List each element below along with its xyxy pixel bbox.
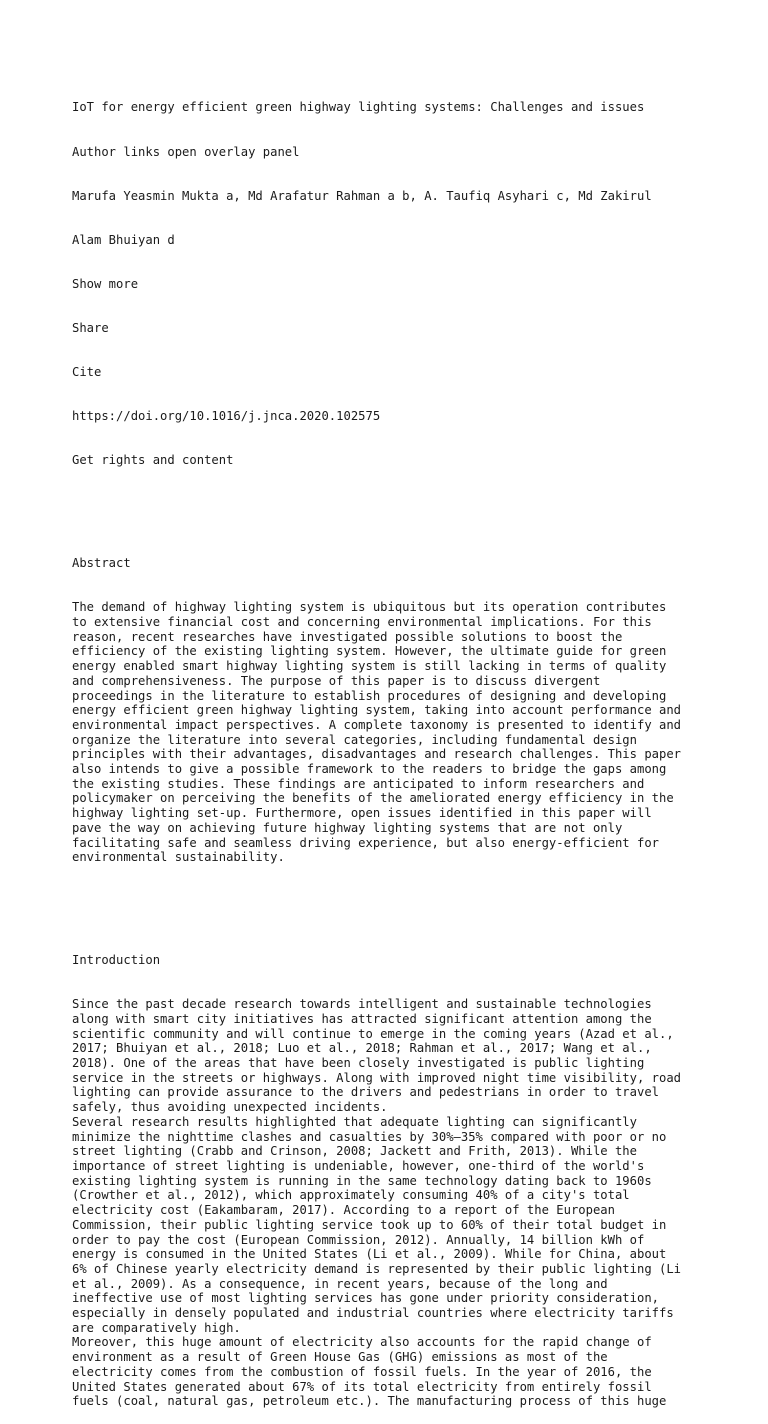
text-line: along with smart city initiatives has attracted significant attention among the xyxy=(72,1011,652,1026)
text-line: ineffective use of most lighting services has gone under priority consideration, xyxy=(72,1291,659,1306)
authors-line[interactable]: Marufa Yeasmin Mukta a, Md Arafatur Rahman a b, A. Taufiq Asyhari c, Md Zakirul xyxy=(72,188,652,203)
text-line: to extensive financial cost and concerning environmental implications. For this xyxy=(72,615,652,629)
show-more-link[interactable]: Show more xyxy=(72,276,139,291)
text-line: fuels (coal, natural gas, petroleum etc.). The manufacturing process of this huge xyxy=(72,1394,667,1409)
article-text xyxy=(72,71,712,1424)
abstract-heading: Abstract xyxy=(72,556,131,571)
text-line: United States generated about 67% of its total electricity from entirely fossil xyxy=(72,1379,652,1394)
text-line: energy is consumed in the United States (Li et al., 2009). While for China, about xyxy=(72,1247,667,1262)
text-line: highway lighting set-up. Furthermore, open issues identified in this paper will xyxy=(72,806,652,821)
text-line: street lighting (Crabb and Crinson, 2008; Jackett and Frith, 2013). While the xyxy=(72,1144,637,1159)
text-line: environment as a result of Green House Gas (GHG) emissions as most of the xyxy=(72,1350,608,1365)
text-line: The demand of highway lighting system is ubiquitous but its operation contributes xyxy=(72,600,667,615)
text-line: Since the past decade research towards intelligent and sustainable technologies xyxy=(72,997,652,1012)
text-line: order to pay the cost (European Commission, 2012). Annually, 14 billion kWh of xyxy=(72,1232,645,1247)
text-line: the existing studies. These findings are anticipated to inform researchers and xyxy=(72,776,645,791)
text-line: policymaker on perceiving the benefits of the ameliorated energy efficiency in the xyxy=(72,791,674,806)
text-line: service in the streets or highways. Along with improved night time visibility, road xyxy=(72,1070,682,1085)
text-line: and comprehensiveness. The purpose of this paper is to discuss divergent xyxy=(72,673,601,688)
text-line: lighting can provide assurance to the drivers and pedestrians in order to travel xyxy=(72,1085,659,1100)
authors-line[interactable]: Alam Bhuiyan d xyxy=(72,232,175,247)
introduction-heading: Introduction xyxy=(72,953,161,968)
text-line: proceedings in the literature to establish procedures of designing and developing xyxy=(72,688,667,703)
text-line: minimize the nighttime clashes and casualties by 30%–35% compared with poor or no xyxy=(72,1129,667,1144)
text-line: efficiency of the existing lighting system. However, the ultimate guide for green xyxy=(72,644,667,659)
doi-link[interactable]: https://doi.org/10.1016/j.jnca.2020.102575 xyxy=(72,409,381,424)
text-line: environmental sustainability. xyxy=(72,850,285,865)
text-line: Several research results highlighted that adequate lighting can significantly xyxy=(72,1114,637,1129)
text-line: pave the way on achieving future highway lighting systems that are not only xyxy=(72,820,623,835)
text-line: environmental impact perspectives. A complete taxonomy is presented to identify and xyxy=(72,717,682,732)
text-line: existing lighting system is running in the same technology dating back to 1960s xyxy=(72,1173,652,1188)
text-line: especially in densely populated and industrial countries where electricity tariffs xyxy=(72,1306,674,1321)
text-line: facilitating safe and seamless driving experience, but also energy-efficient for xyxy=(72,835,659,850)
abstract-body xyxy=(72,600,712,865)
text-line: scientific community and will continue to emerge in the coming years (Azad et al., xyxy=(72,1026,674,1041)
text-line: et al., 2009). As a consequence, in recent years, because of the long and xyxy=(72,1276,608,1291)
text-line: safely, thus avoiding unexpected incidents. xyxy=(72,1100,388,1115)
cite-link[interactable]: Cite xyxy=(72,365,102,380)
share-link[interactable]: Share xyxy=(72,320,109,335)
rights-link[interactable]: Get rights and content xyxy=(72,453,234,468)
text-line: electricity cost (Eakambaram, 2017). According to a report of the European xyxy=(72,1203,615,1218)
text-line: principles with their advantages, disadvantages and research challenges. This paper xyxy=(72,747,682,762)
text-line: importance of street lighting is undeniable, however, one-third of the world's xyxy=(72,1159,645,1173)
text-line: Moreover, this huge amount of electricity also accounts for the rapid change of xyxy=(72,1335,652,1350)
text-line: energy efficient green highway lighting system, taking into account performance and xyxy=(72,703,682,718)
article-title: IoT for energy efficient green highway lighting systems: Challenges and issues xyxy=(72,100,645,115)
author-links-link[interactable]: Author links open overlay panel xyxy=(72,144,300,159)
text-line: electricity comes from the combustion of fossil fuels. In the year of 2016, the xyxy=(72,1364,652,1379)
text-line: (Crowther et al., 2012), which approximately consuming 40% of a city's total xyxy=(72,1188,630,1203)
text-line: are comparatively high. xyxy=(72,1320,241,1335)
text-line: 2018). One of the areas that have been closely investigated is public lighting xyxy=(72,1056,645,1071)
text-line: Commission, their public lighting service took up to 60% of their total budget in xyxy=(72,1217,667,1232)
text-line: reason, recent researches have investigated possible solutions to boost the xyxy=(72,629,623,644)
text-line: also intends to give a possible framework to the readers to bridge the gaps among xyxy=(72,762,667,777)
text-line: organize the literature into several categories, including fundamental design xyxy=(72,732,637,747)
introduction-body xyxy=(72,997,712,1409)
text-line: 2017; Bhuiyan et al., 2018; Luo et al., 2018; Rahman et al., 2017; Wang et al., xyxy=(72,1041,652,1056)
text-line: energy enabled smart highway lighting system is still lacking in terms of quality xyxy=(72,659,667,674)
text-line: 6% of Chinese yearly electricity demand is represented by their public lighting (Li xyxy=(72,1261,682,1276)
spacer xyxy=(72,497,712,512)
spacer xyxy=(72,894,712,909)
